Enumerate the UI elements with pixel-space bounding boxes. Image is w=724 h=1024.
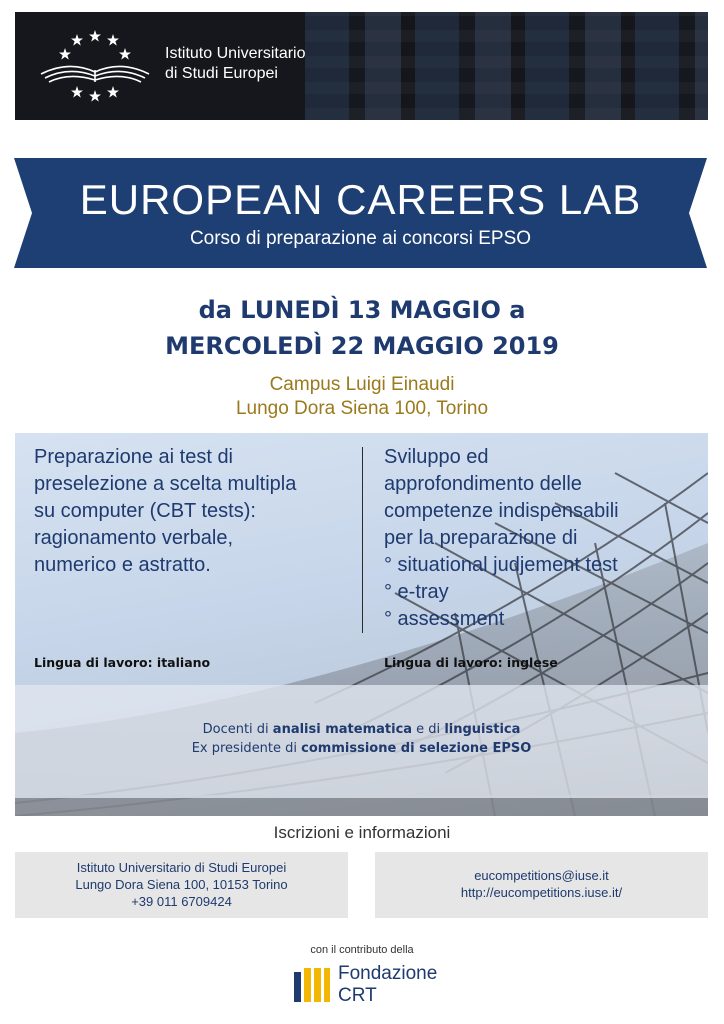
left-line: Preparazione ai test di [34,446,234,468]
institute-name [165,44,306,84]
venue-line1: Campus Luigi Einaudi [269,374,455,395]
teachers-highlight: commissione di selezione EPSO [301,741,532,756]
column-divider [362,447,363,633]
right-column-text [384,444,704,633]
language-italian: Lingua di lavoro: italiano [34,655,211,670]
header-banner [15,12,708,120]
right-line: ° assessment [384,608,505,630]
right-line: ° e-tray [384,581,449,603]
teachers-text: e di [412,722,445,737]
teachers-info [15,720,708,758]
teachers-text: Docenti di [202,722,273,737]
sponsor-line2: CRT [338,985,377,1006]
phone-number[interactable]: +39 011 6709424 [131,894,232,909]
venue-line2: Lungo Dora Siena 100, Torino [235,398,489,419]
course-subtitle: Corso di preparazione ai concorsi EPSO [189,228,532,249]
teachers-highlight: analisi matematica [272,722,413,737]
sponsor-name [338,963,437,1007]
teachers-line2 [15,739,708,758]
email-link[interactable]: eucompetitions@iuse.it [474,868,609,883]
right-line: ° situational judjement test [384,554,618,576]
address-line1: Istituto Universitario di Studi Europei [76,860,287,875]
venue [0,373,724,421]
fondazione-crt-logo-icon [292,966,332,1006]
institute-name-line2: di Studi Europei [165,65,278,82]
right-line: approfondimento delle [384,473,582,495]
institute-name-line1: Istituto Universitario [165,45,306,62]
contribution-label: con il contributo della [310,944,414,956]
left-line: ragionamento verbale, [34,527,234,549]
dates-line1: da LUNEDÌ 13 MAGGIO a [198,296,526,324]
left-column-text [34,444,354,579]
left-line: su computer (CBT tests): [34,500,256,522]
address-text [15,859,348,910]
left-line: preselezione a scelta multipla [34,473,297,495]
signup-heading: Iscrizioni e informazioni [273,823,451,842]
right-line: per la preparazione di [384,527,578,549]
flags-background [305,12,708,120]
teachers-highlight: linguistica [444,722,521,737]
address-box [15,852,348,918]
language-english: Lingua di lavoro: inglese [384,655,558,670]
right-line: Sviluppo ed [384,446,489,468]
eu-stars-book-icon [39,26,151,108]
sponsor-line1: Fondazione [338,963,438,984]
title-banner [14,158,707,268]
teachers-text: Ex presidente di [191,741,302,756]
right-line: competenze indispensabili [384,500,619,522]
contacts-box [375,852,708,918]
website-link[interactable]: http://eucompetitions.iuse.it/ [460,885,623,900]
course-title: EUROPEAN CAREERS LAB [79,176,642,223]
contacts-text [375,867,708,901]
teachers-line1 [15,720,708,739]
course-dates [0,292,724,364]
address-line2: Lungo Dora Siena 100, 10153 Torino [75,877,288,892]
dates-line2: MERCOLEDÌ 22 MAGGIO 2019 [165,332,559,360]
left-line: numerico e astratto. [34,554,211,576]
